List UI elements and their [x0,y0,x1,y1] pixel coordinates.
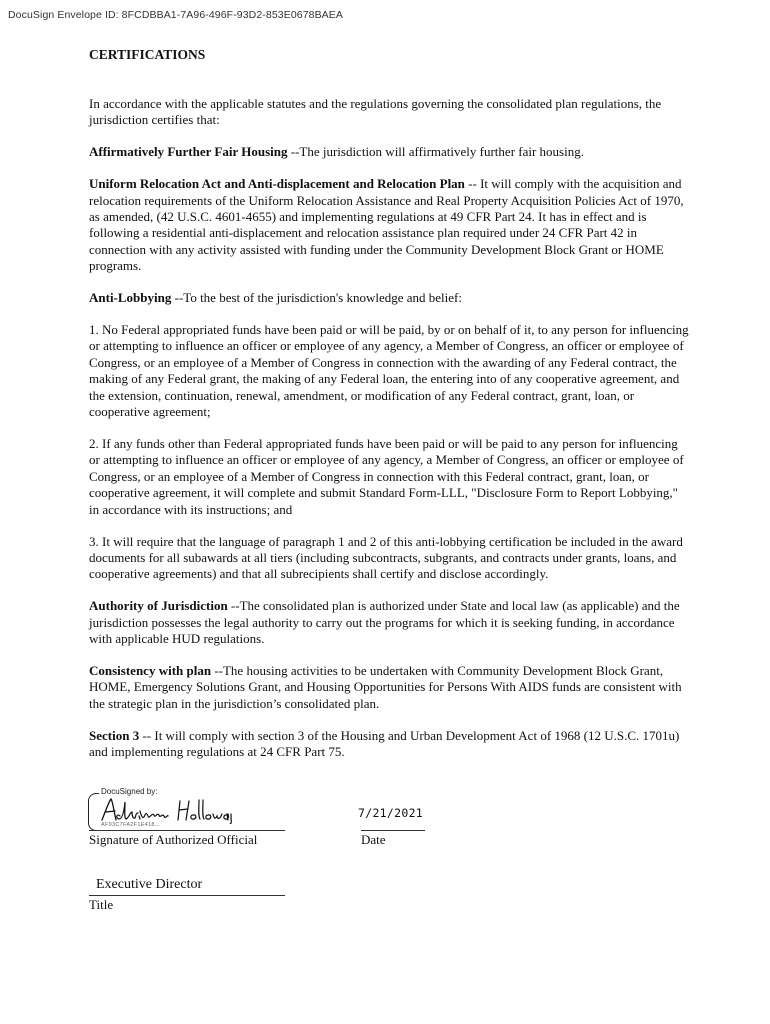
anti-lobbying-item-3: 3. It will require that the language of paragraph 1 and 2 of this anti-lobbying certification be included in the award documents for all subawards at all tiers (including subcontracts, subgrants, and contracts under grants, loans, and cooperative agreements) and that all subrecipients shall certify and disclose accordingly. [89,533,683,582]
consistency-text: --The housing activities to be undertaken with Community Development Block Grant, HOME, Emergency Solutions Grant, and Housing Opportunities for Persons With AIDS funds are consistent with the strategic plan in the jurisdiction’s consolidated plan. [89,662,682,711]
handwritten-signature [98,796,238,824]
docusign-envelope-id: DocuSign Envelope ID: 8FCDBBA1-7A96-496F-93D2-853E0678BAEA [8,9,343,21]
signed-date: 7/21/2021 [358,806,424,820]
consistency-paragraph [89,663,689,712]
anti-lobbying-paragraph [89,290,689,306]
signature-line [89,830,285,831]
date-label: Date [361,832,386,847]
fair-housing-text: --The jurisdiction will affirmatively further fair housing. [287,144,584,160]
title-label: Title [89,897,114,912]
authority-text: --The consolidated plan is authorized under State and local law (as applicable) and the jurisdiction possesses the legal authority to carry out the programs for which it is seeking funding, in accordance with applicable HUD regulations. [89,598,680,647]
relocation-text: -- It will comply with the acquisition and relocation requirements of the Uniform Relocation Assistance and Real Property Acquisition Policies Act of 1970, as amended, (42 U.S.C. 4601-4655) and implementing regulations at 49 CFR Part 24. It has in effect and is following a residential anti-displacement and relocation assistance plan required under 24 CFR Part 42 in connection with any activity assisted with funding under the Community Development Block Grant or HOME programs. [89,176,684,274]
relocation-title: Uniform Relocation Act and Anti-displacement and Relocation Plan [89,176,465,192]
title-line [89,895,285,896]
anti-lobbying-item-1: 1. No Federal appropriated funds have been paid or will be paid, by or on behalf of it, to any person for influencing or attempting to influence an officer or employee of any agency, a Member of Congress, an officer or employee of Congress, or an employee of a Member of Congress in connection with the awarding of any Federal contract, the making of any Federal grant, the making of any Federal loan, the entering into of any cooperative agreement, and the extension, continuation, renewal, amendment, or modification of any Federal contract, grant, loan, or cooperative agreement; [89,322,689,420]
intro-paragraph: In accordance with the applicable statutes and the regulations governing the consolidated plan regulations, the jurisdiction certifies that: [89,96,662,128]
section3-title: Section 3 [89,727,140,743]
anti-lobbying-title: Anti-Lobbying [89,290,172,306]
signature-label: Signature of Authorized Official [89,832,258,847]
docusigned-by-label: DocuSigned by: [101,787,158,796]
official-title-value: Executive Director [96,877,203,892]
signature-frame [88,793,97,831]
fair-housing-paragraph [89,144,689,160]
fair-housing-title: Affirmatively Further Fair Housing [89,144,288,160]
authority-paragraph [89,598,689,647]
relocation-paragraph [89,176,689,274]
consistency-title: Consistency with plan [89,662,212,678]
anti-lobbying-item-2: 2. If any funds other than Federal appropriated funds have been paid or will be paid to any person for influencing or attempting to influence an officer or employee of any agency, a Member of Congress, an officer or employee of Congress, or an employee of a Member of Congress in connection with this Federal contract, grant, loan, or cooperative agreement, it will complete and submit Standard Form-LLL, "Disclosure Form to Report Lobbying," in accordance with its instructions; and [89,436,684,517]
section3-paragraph [89,728,689,761]
section3-text: -- It will comply with section 3 of the Housing and Urban Development Act of 1968 (12 U.S.C. 1701u) and implementing regulations at 24 CFR Part 75. [89,727,680,760]
docusign-signature-id: AF93C7FA2F1E418... [101,822,161,828]
authority-title: Authority of Jurisdiction [89,598,228,614]
docusign-signature-box [88,788,288,830]
certifications-body [89,96,689,761]
page-title: CERTIFICATIONS [89,47,206,62]
anti-lobbying-text: --To the best of the jurisdiction's knowledge and belief: [171,290,462,306]
date-line [361,830,425,831]
signature-frame-top [95,793,99,794]
